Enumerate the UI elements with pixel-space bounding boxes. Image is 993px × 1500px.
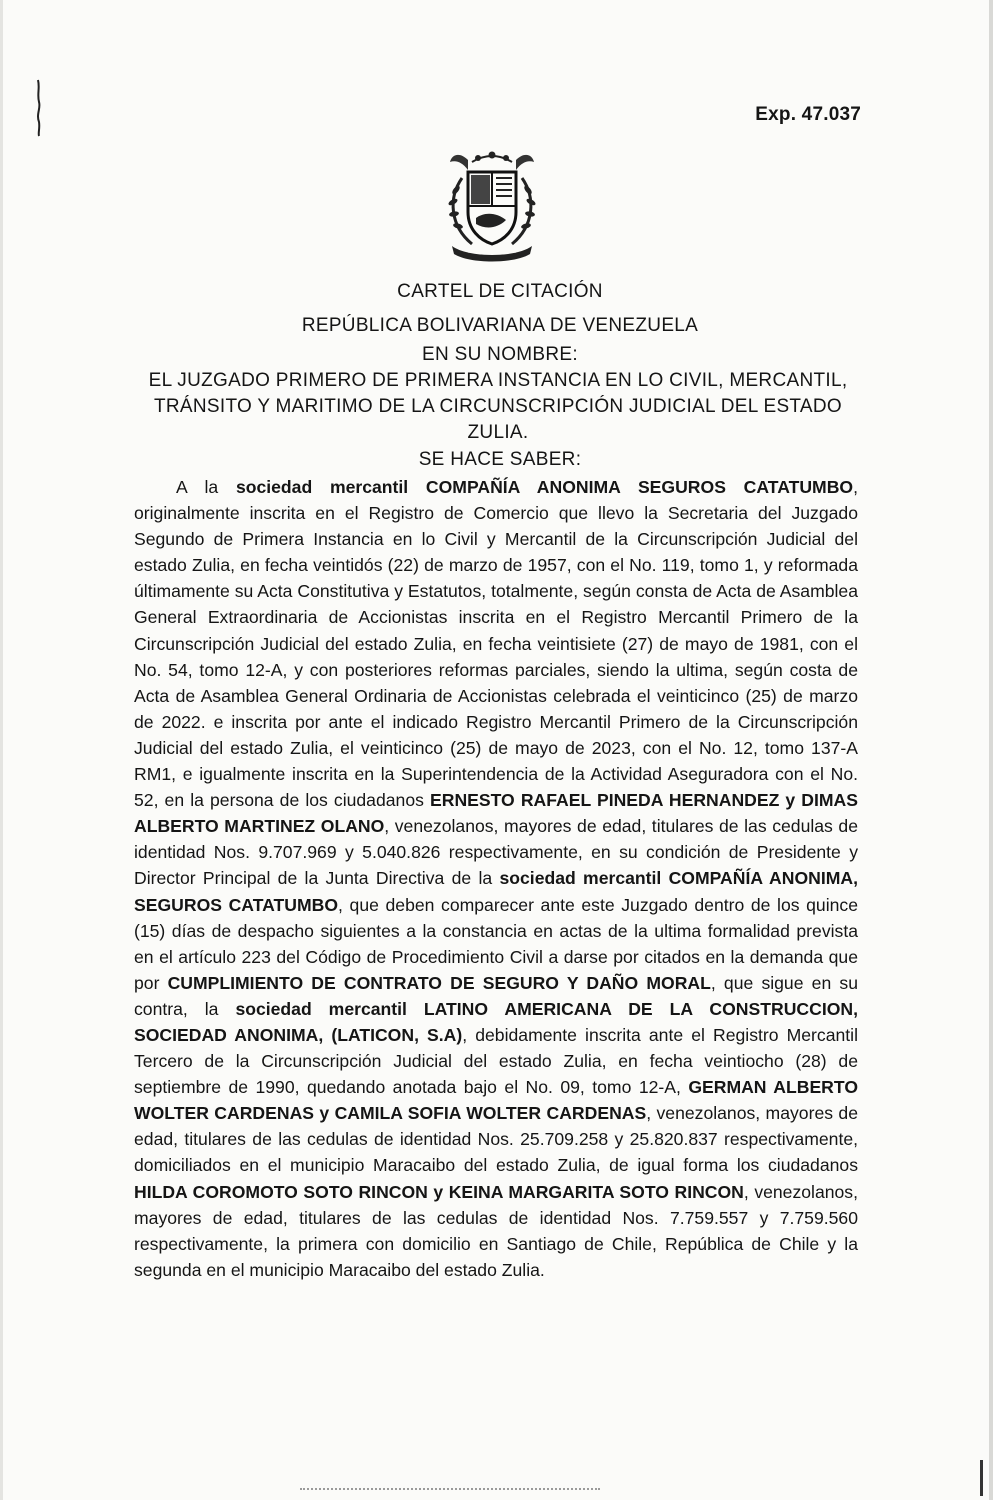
body-segment: , debidamente inscrita ante el Registro Mercantil Tercero de la Circunscripción Judicial del estado Zulia, en fecha veintiocho (28) de septiembre de 1990, quedando anotada bajo el No. 09, tomo 12-A, <box>134 1024 858 1098</box>
announce-heading: SE HACE SABER: <box>418 449 582 470</box>
document-title: CARTEL DE CITACIÓN <box>397 281 603 302</box>
scan-right-edge <box>989 0 993 1500</box>
citation-body <box>134 474 858 1283</box>
body-segment: , venezolanos, mayores de edad, titulares de las cedulas de identidad Nos. 25.709.258 y 25.820.837 respectivamente, domiciliados en el municipio Maracaibo del estado Zulia, de igual forma los ciudadanos <box>134 1103 858 1176</box>
body-bold-claim: CUMPLIMIENTO DE CONTRATO DE SEGURO Y DAÑO MORAL <box>167 972 711 993</box>
footer-dotted-line <box>300 1488 600 1492</box>
body-bold-plaintiff: sociedad mercantil LATINO AMERICANA DE LA CONSTRUCCION, SOCIEDAD ANONIMA, (LATICON, S.A) <box>134 998 858 1045</box>
body-bold-soto: HILDA COROMOTO SOTO RINCON y KEINA MARGARITA SOTO RINCON <box>134 1181 744 1202</box>
scan-left-edge <box>0 0 3 1500</box>
body-segment: A la <box>176 477 236 497</box>
body-segment: , originalmente inscrita en el Registro de Comercio que llevo la Secretaria del Juzgado Segundo de Primera Instancia en lo Civil y Mercantil de la Circunscripción Judicial del estado Zulia, en fecha veintidós (22) de marzo de 1957, con el No. 119, tomo 1, y reformada últimamente su Acta Constitutiva y Estatutos, totalmente, según consta de Acta de Asamblea General Extraordinaria de Accionistas inscrita en el Registro Mercantil Primero de la Circunscripción Judicial del estado Zulia, en fecha veintisiete (27) de mayo de 1981, con el No. 54, tomo 12-A, y con posteriores reformas parciales, siendo la ultima, según costa de Acta de Asamblea General Ordinaria de Accionistas celebrada el veinticinco (25) de marzo de 2022. e inscrita por ante el indicado Registro Mercantil Primero de la Circunscripción Judicial del estado Zulia, el veinticinco (25) de mayo de 2023, con el No. 12, tomo 137-A RM1, e igualmente inscrita en la Superintendencia de la Actividad Aseguradora con el No. 52, en la persona de los ciudadanos <box>134 477 858 811</box>
scan-bottom-mark <box>980 1460 983 1496</box>
body-segment: , venezolanos, mayores de edad, titulares de las cedulas de identidad Nos. 9.707.969 y 5.040.826 respectivamente, en su condición de Presidente y Director Principal de la Junta Directiva de la <box>134 816 858 889</box>
body-bold-wolter: GERMAN ALBERTO WOLTER CARDENAS y CAMILA SOFIA WOLTER CARDENAS <box>134 1077 859 1124</box>
body-segment: , venezolanos, mayores de edad, titulares de las cedulas de identidad Nos. 7.759.557 y 7.759.560 respectivamente, la primera con domicilio en Santiago de Chile, República de Chile y la segunda en el municipio Maracaibo del estado Zulia. <box>134 1181 858 1280</box>
body-segment: , que deben comparecer ante este Juzgado dentro de los quince (15) días de despacho siguientes a la constancia en actas de la ultima formalidad prevista en el artículo 223 del Código de Procedimiento Civil a darse por citados en la demanda que por <box>134 894 858 993</box>
body-bold-company-repeat: sociedad mercantil COMPAÑÍA ANONIMA, SEGUROS CATATUMBO <box>134 868 858 915</box>
in-name-heading: EN SU NOMBRE: <box>422 344 578 365</box>
margin-handwritten-mark <box>34 78 44 138</box>
venezuela-coat-of-arms-icon <box>438 148 546 268</box>
court-heading: EL JUZGADO PRIMERO DE PRIMERA INSTANCIA EN LO CIVIL, MERCANTIL, TRÁNSITO Y MARITIMO DE LA CIRCUNSCRIPCIÓN JUDICIAL DEL ESTADO ZULIA. <box>148 370 848 443</box>
body-segment: , que sigue en su contra, la <box>134 972 858 1019</box>
body-bold-representatives: ERNESTO RAFAEL PINEDA HERNANDEZ y DIMAS ALBERTO MARTINEZ OLANO <box>134 790 858 837</box>
republic-heading: REPÚBLICA BOLIVARIANA DE VENEZUELA <box>301 315 699 336</box>
body-bold-company: sociedad mercantil COMPAÑÍA ANONIMA SEGUROS CATATUMBO <box>235 477 854 497</box>
expediente-number: Exp. 47.037 <box>755 104 861 125</box>
